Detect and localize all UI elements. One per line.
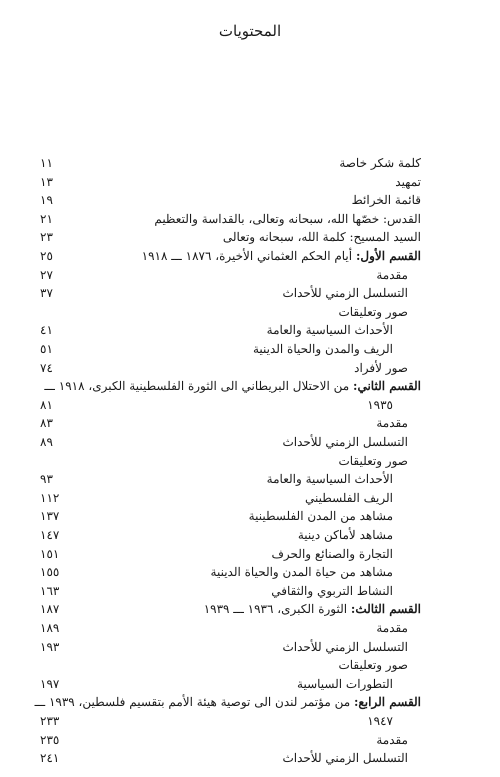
toc-entry-text-wrap [305,489,393,507]
toc-page-number: ١٤٧ [40,528,60,542]
toc-entry-text-wrap [282,638,408,656]
toc-entry-text-wrap [376,414,408,432]
toc-entry-text-wrap [338,303,408,321]
toc-entry [40,414,421,432]
toc-entry [40,563,421,581]
toc-entry-title: صور وتعليقات [338,453,408,468]
toc-entry [40,731,421,749]
toc-entry [40,712,421,730]
toc-entry [40,303,421,321]
toc-entry [40,433,421,451]
toc-entry-text-wrap [154,210,421,228]
toc-entry [40,173,421,191]
toc-entry [40,749,421,767]
toc-entry-text-wrap [204,600,421,618]
toc-entry [40,340,421,358]
toc-section-label: القسم الثالث: [350,602,421,617]
toc-entry-text-wrap [271,545,393,563]
toc-entry [40,377,421,395]
toc-entry-title: صور وتعليقات [338,304,408,319]
toc-entry-title: التسلسل الزمني للأحداث [282,435,408,449]
toc-page-number: ٢٤١ [40,751,60,766]
toc-entry-text-wrap [282,433,408,451]
toc-entry-text-wrap [338,452,408,470]
toc-entry-title: التجارة والصنائع والحرف [271,546,393,561]
toc-page-number: ١١٢ [40,490,60,505]
toc-entry-text-wrap [271,582,393,600]
toc-page-number: ٢٣٣ [40,714,60,728]
toc-page-number: ١٣٧ [40,509,60,524]
toc-page-number: ١٣ [40,174,53,189]
toc-entry [34,693,421,711]
toc-page-number: ٧٤ [40,360,53,375]
toc-entry-text-wrap [376,619,408,637]
toc-entry [40,638,421,656]
toc-page-number: ٨١ [40,397,53,412]
toc-entry [40,228,421,246]
toc-entry [40,470,421,488]
toc-entry [40,600,421,618]
toc-entry-text-wrap [338,656,408,674]
toc-entry-title: التطورات السياسية [297,676,393,691]
toc-entry-text-wrap [211,563,393,581]
toc-page-number: ١٩ [40,193,53,208]
toc-page-number: ١٩٧ [40,676,60,691]
toc-entry-title: مقدمة [376,621,408,635]
toc-entry-title: مقدمة [376,732,408,747]
toc-entry-text-wrap [339,154,421,172]
toc-entry-title: مشاهد لأماكن دينية [297,528,393,542]
toc-page-number: ١٦٣ [40,583,60,598]
toc-entry-text-wrap [267,321,393,339]
toc-entry-text-wrap [354,359,408,377]
toc-entry-text-wrap [249,507,393,525]
toc-entry-text-wrap [395,173,421,191]
toc-entry [40,321,421,339]
toc-entry-text-wrap [253,340,393,358]
toc-entry-text-wrap [267,470,393,488]
toc-entry [40,582,421,600]
toc-entry-title: كلمة شكر خاصة [339,156,421,170]
toc-entry-title: أيام الحكم العثماني الأخيرة، ١٨٧٦ ـــ ١٩١٨ [141,249,353,263]
toc-page-number: ١٨٧ [40,602,60,617]
toc-entry [40,489,421,507]
toc-page-number: ٢٣٥ [40,732,60,747]
toc-page-number: ٢٥ [40,249,53,263]
toc-entry-text-wrap [297,675,393,693]
toc-entry-text-wrap [282,749,408,767]
toc-page-number: ٥١ [40,342,53,356]
toc-page-number: ١١ [40,156,53,170]
toc-page-number: ١٩٣ [40,639,60,654]
toc-page-number: ١٥٥ [40,565,60,580]
page-title: المحتويات [218,22,282,40]
toc-entry-title: مشاهد من حياة المدن والحياة الدينية [210,565,393,580]
toc-page-number: ٤١ [40,323,53,338]
toc-entry [40,675,421,693]
toc-entry-title: السيد المسيح: كلمة الله، سبحانه وتعالى [222,230,421,245]
toc-entry-title: الريف الفلسطيني [304,490,393,505]
toc-entry-title: قائمة الخرائط [351,193,421,208]
toc-entry-text-wrap [35,693,421,711]
toc-entry [40,507,421,525]
toc-entry-text-wrap [142,247,421,265]
toc-entry-title: التسلسل الزمني للأحداث [282,286,408,301]
toc-entry-title: النشاط التربوي والثقافي [271,583,393,598]
toc-entry-title: صور لأفراد [354,360,408,375]
toc-entry [40,191,421,209]
table-of-contents [0,154,500,769]
toc-entry-title: من الاحتلال البريطاني الى الثورة الفلسطينية الكبرى، ١٩١٨ ـــ [44,379,350,394]
toc-page-number: ٢٧ [40,267,53,282]
toc-page-number: ٢١ [40,211,53,226]
toc-page-number: ١٨٩ [40,621,60,635]
toc-entry-title: الريف والمدن والحياة الدينية [252,342,393,356]
toc-entry-title: الأحداث السياسية والعامة [266,472,393,487]
toc-page-number: ٨٣ [40,416,53,431]
toc-entry-text-wrap [352,191,421,209]
toc-page-number: ٢٣ [40,230,53,245]
toc-entry-title: تمهيد [395,174,421,189]
toc-entry [40,452,421,470]
toc-entry [40,526,421,544]
toc-entry-title: الثورة الكبرى، ١٩٣٦ ـــ ١٩٣٩ [203,602,348,617]
toc-entry-title: مشاهد من المدن الفلسطينية [248,509,393,524]
toc-section-label: القسم الثاني: [353,379,421,394]
toc-entry [40,210,421,228]
toc-entry-title: الأحداث السياسية والعامة [266,323,393,338]
toc-entry-title: ١٩٣٥ [367,397,393,412]
toc-entry-title: صور وتعليقات [338,658,408,673]
toc-entry [40,545,421,563]
toc-page-number: ١٥١ [40,546,60,561]
toc-entry-title: ١٩٤٧ [367,714,393,728]
toc-entry-title: مقدمة [376,267,408,282]
toc-page-number: ٩٣ [40,472,53,487]
toc-section-label: القسم الأول: [355,249,421,263]
toc-entry-title: التسلسل الزمني للأحداث [282,751,408,766]
toc-entry [40,359,421,377]
toc-entry [40,284,421,302]
toc-entry [40,619,421,637]
toc-page-number: ٨٩ [40,435,53,449]
toc-entry-title: مقدمة [376,416,408,431]
toc-entry [40,396,421,414]
toc-entry-title: القدس: خصّها الله، سبحانه وتعالى، بالقداسة والتعظيم [154,211,421,226]
toc-entry [40,154,421,172]
toc-entry-text-wrap [44,377,421,395]
toc-entry-text-wrap [376,266,408,284]
toc-entry-text-wrap [367,396,393,414]
toc-entry [40,656,421,674]
toc-entry-text-wrap [298,526,393,544]
toc-entry-text-wrap [223,228,421,246]
toc-entry-title: من مؤتمر لندن الى توصية هيئة الأمم بتقسيم فلسطين، ١٩٣٩ ـــ [34,695,351,710]
toc-entry-text-wrap [376,731,408,749]
toc-entry [40,266,421,284]
toc-entry-text-wrap [282,284,408,302]
toc-section-label: القسم الرابع: [353,695,421,710]
toc-entry-title: التسلسل الزمني للأحداث [282,639,408,654]
toc-page-number: ٣٧ [40,286,53,301]
toc-entry-text-wrap [367,712,393,730]
toc-entry [40,247,421,265]
